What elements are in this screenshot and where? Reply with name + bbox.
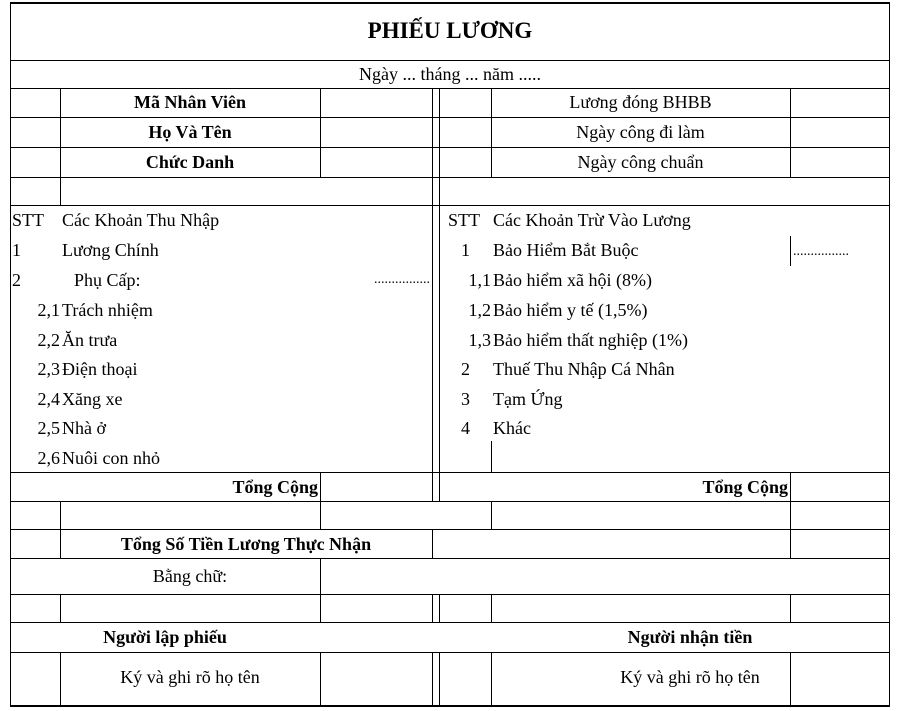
rule: [439, 652, 440, 706]
rule: [320, 558, 321, 594]
income-stt: 2,5: [37, 418, 60, 438]
rule: [10, 60, 890, 61]
deduction-stt: 4: [461, 418, 470, 438]
rule: [10, 594, 890, 595]
income-stt: 2: [12, 270, 21, 290]
income-item-label: Ăn trưa: [62, 330, 118, 350]
employee-id-label: Mã Nhân Viên: [133, 92, 247, 112]
workdays-label: Ngày công đi làm: [576, 122, 705, 142]
preparer-label: Người lập phiếu: [103, 627, 227, 647]
rule: [790, 236, 791, 266]
income-stt: 1: [12, 240, 21, 260]
rule: [10, 529, 890, 530]
rule: [432, 88, 433, 502]
rule: [10, 117, 890, 118]
rule: [10, 88, 890, 89]
rule: [491, 594, 492, 623]
deduction-stt: 1,2: [468, 300, 491, 320]
income-item-label: Phụ Cấp:: [74, 270, 141, 290]
rule: [60, 594, 61, 623]
income-item-label: Nuôi con nhỏ: [62, 448, 160, 468]
date-line: Ngày ... tháng ... năm .....: [359, 64, 541, 84]
rule: [10, 501, 890, 502]
income-total-label: Tổng Cộng: [232, 477, 318, 497]
deduction-stt-header: STT: [448, 210, 481, 230]
receiver-label: Người nhận tiền: [627, 627, 753, 647]
rule: [889, 2, 890, 707]
job-title-label: Chức Danh: [145, 152, 235, 172]
rule: [10, 652, 890, 653]
rule: [10, 2, 890, 4]
deduction-item-label: Khác: [493, 418, 531, 438]
rule: [432, 529, 433, 559]
preparer-sign-note: Ký và ghi rõ họ tên: [120, 667, 260, 687]
page-title: PHIẾU LƯƠNG: [367, 18, 533, 43]
rule: [790, 594, 791, 623]
deduction-stt: 3: [461, 389, 470, 409]
deduction-stt: 2: [461, 359, 470, 379]
income-item-label: Trách nhiệm: [62, 300, 153, 320]
rule: [432, 652, 433, 706]
rule: [439, 594, 440, 623]
deduction-item-label: Thuế Thu Nhập Cá Nhân: [493, 359, 675, 379]
rule: [491, 501, 492, 529]
income-stt-header: STT: [12, 210, 45, 230]
allowance-value-placeholder: ................: [374, 272, 430, 287]
insurance-value-placeholder: ................: [793, 244, 849, 259]
net-pay-label: Tổng Số Tiền Lương Thực Nhận: [120, 534, 372, 554]
rule: [10, 558, 890, 559]
in-words-label: Bằng chữ:: [152, 566, 228, 586]
rule: [10, 472, 890, 473]
deduction-total-label: Tổng Cộng: [702, 477, 788, 497]
income-item-label: Điện thoại: [62, 359, 138, 379]
insurance-salary-label: Lương đóng BHBB: [569, 92, 712, 112]
deduction-header: Các Khoản Trừ Vào Lương: [493, 210, 691, 230]
rule: [320, 652, 321, 706]
rule: [790, 88, 791, 178]
rule: [432, 594, 433, 623]
deduction-item-label: Tạm Ứng: [493, 389, 563, 409]
rule: [320, 88, 321, 178]
deduction-item-label: Bảo hiểm thất nghiệp (1%): [493, 330, 688, 350]
income-item-label: Xăng xe: [62, 389, 123, 409]
rule: [491, 441, 492, 472]
deduction-item-label: Bảo hiểm xã hội (8%): [493, 270, 652, 290]
deduction-stt: 1,3: [468, 330, 491, 350]
rule: [320, 594, 321, 623]
rule: [10, 177, 890, 178]
income-stt: 2,1: [37, 300, 60, 320]
deduction-stt: 1: [461, 240, 470, 260]
income-header: Các Khoản Thu Nhập: [62, 210, 220, 230]
rule: [10, 147, 890, 148]
income-item-label: Nhà ở: [62, 418, 107, 438]
rule: [320, 472, 321, 529]
deduction-item-label: Bảo hiểm y tế (1,5%): [493, 300, 648, 320]
standard-workdays-label: Ngày công chuẩn: [577, 152, 704, 172]
full-name-label: Họ Và Tên: [148, 122, 232, 142]
deduction-stt: 1,1: [468, 270, 491, 290]
income-stt: 2,6: [37, 448, 60, 468]
deduction-item-label: Bảo Hiểm Bắt Buộc: [493, 240, 639, 260]
rule: [10, 622, 890, 623]
income-stt: 2,4: [37, 389, 60, 409]
income-stt: 2,3: [37, 359, 60, 379]
rule: [439, 88, 440, 502]
income-item-label: Lương Chính: [62, 240, 159, 260]
rule: [790, 472, 791, 559]
rule: [10, 2, 11, 707]
rule: [10, 705, 890, 707]
income-stt: 2,2: [37, 330, 60, 350]
rule: [10, 205, 890, 206]
receiver-sign-note: Ký và ghi rõ họ tên: [620, 667, 760, 687]
